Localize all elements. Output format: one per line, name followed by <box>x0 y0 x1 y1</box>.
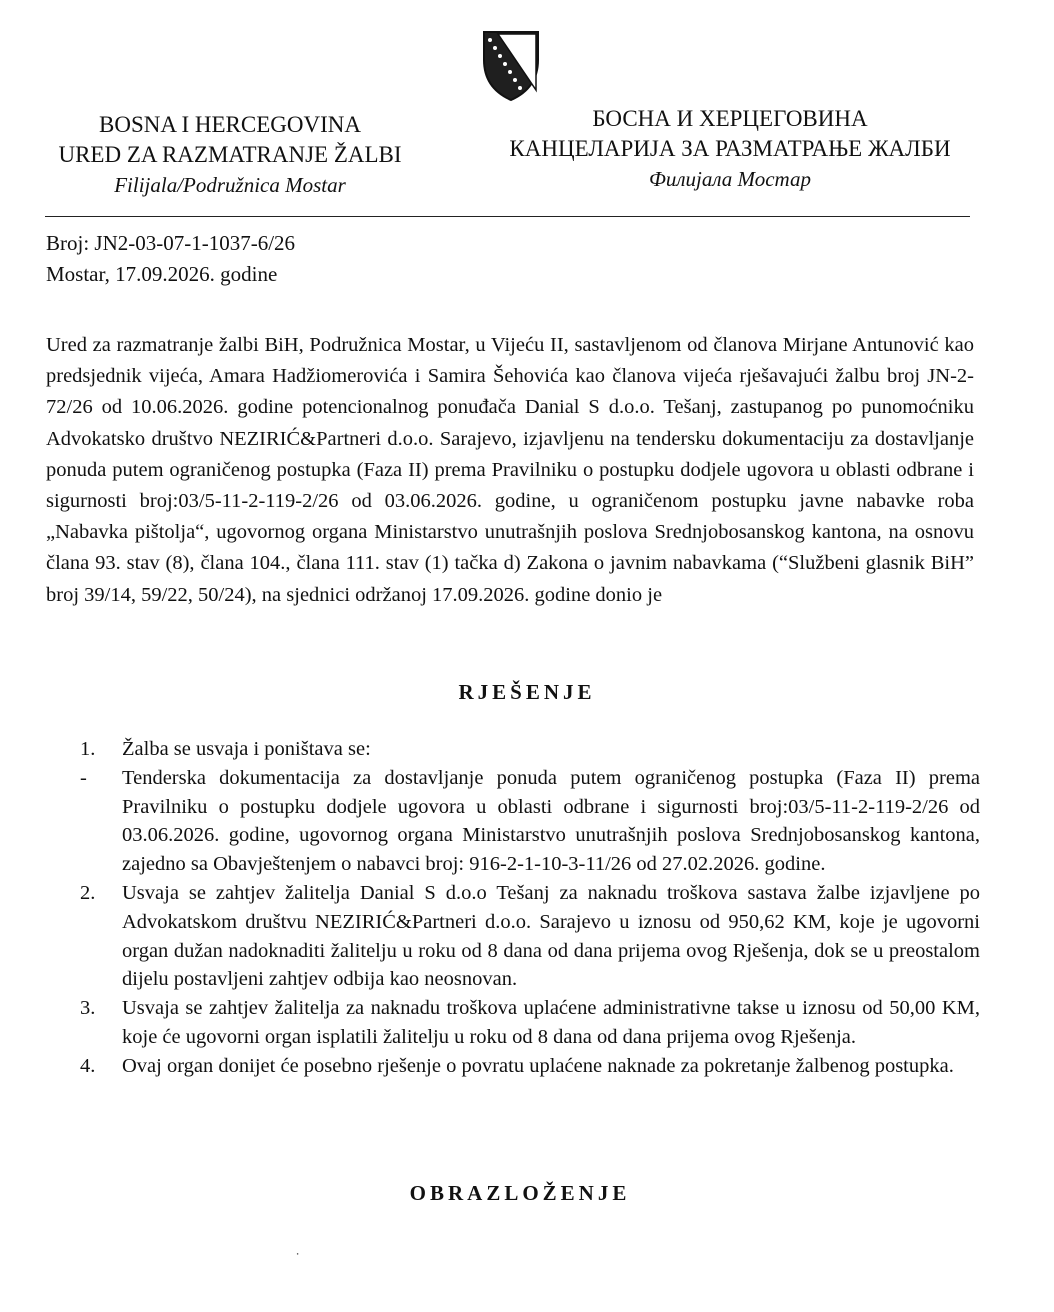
item-number: 2. <box>80 881 96 904</box>
item-text: Ovaj organ donijet će posebno rješenje o povratu uplaćene naknade za pokretanje žalbenog postupka. <box>122 1054 954 1077</box>
coat-of-arms-icon <box>481 30 541 102</box>
country-name-cyrillic: БОСНА И ХЕРЦЕГОВИНА <box>592 106 868 131</box>
decision-item <box>80 879 980 994</box>
item-text: Usvaja se zahtjev žalitelja za naknadu troškova uplaćene administrativne takse u iznosu od 50,00 KM, koje će ugovorni organ isplatili žalitelju u roku od 8 dana od dana prijema ovog Rješenja. <box>122 997 980 1048</box>
header-cyrillic <box>480 104 980 194</box>
decision-item <box>80 1052 980 1081</box>
branch-name-latin: Filijala/Podružnica Mostar <box>114 173 346 197</box>
header-latin <box>30 110 430 200</box>
branch-name-cyrillic: Филијала Мостар <box>649 167 811 191</box>
item-number: - <box>80 766 87 789</box>
item-text: Žalba se usvaja i poništava se: <box>122 738 371 760</box>
document-meta <box>46 228 295 290</box>
office-name-latin: URED ZA RAZMATRANJE ŽALBI <box>58 142 402 167</box>
item-text: Tenderska dokumentacija za dostavljanje ponuda putem ograničenog postupka (Faza II) prema Pravilniku o postupku dodjele ugovora u oblasti odbrane i sigurnosti broj:03/5-11-2-119-2/26 od 03.06.2026. godine, ugovornog organa Ministarstvo unutrašnjih poslova Srednjobosanskog kantona, zajedno sa Obavještenjem o nabavci broj: 916-2-1-10-3-11/26 od 27.02.2026. godine. <box>122 766 980 876</box>
place-and-date: Mostar, 17.09.2026. godine <box>46 262 278 286</box>
header-divider <box>45 216 970 217</box>
item-number: 3. <box>80 997 96 1020</box>
decision-item <box>80 764 980 879</box>
scan-speck: ⸱ <box>296 1247 300 1261</box>
decision-items <box>80 735 980 1081</box>
decision-item <box>80 994 980 1052</box>
item-number: 1. <box>80 738 96 760</box>
country-name-latin: BOSNA I HERCEGOVINA <box>99 112 361 137</box>
reasoning-heading: OBRAZLOŽENJE <box>409 1181 631 1205</box>
intro-paragraph: Ured za razmatranje žalbi BiH, Podružnica Mostar, u Vijeću II, sastavljenom od članova Mirjane Antunović kao predsjednik vijeća, Amara Hadžiomerovića i Samira Šehovića kao članova vijeća rješavajući žalbu broj JN-2-72/26 od 10.06.2026. godine potencionalnog ponuđača Danial S d.o.o. Tešanj, zastupanog po punomoćniku Advokatsko društvo NEZIRIĆ&Partneri d.o.o. Sarajevo, izjavljenu na tendersku dokumentaciju za dostavljanje ponuda putem ograničenog postupka (Faza II) prema Pravilniku o postupku dodjele ugovora u oblasti odbrane i sigurnosti broj:03/5-11-2-119-2/26 od 03.06.2026. godine, u ograničenom postupku javne nabavke roba „Nabavka pištolja“, ugovornog organa Ministarstvo unutrašnjih poslova Srednjobosanskog kantona, na osnovu člana 93. stav (8), člana 104., člana 111. stav (1) tačka d) Zakona o javnim nabavkama (“Službeni glasnik BiH” broj 39/14, 59/22, 50/24), na sjednici održanoj 17.09.2026. godine donio je <box>46 334 974 606</box>
item-number: 4. <box>80 1054 96 1077</box>
decision-item <box>80 735 980 764</box>
decision-heading: RJEŠENJE <box>458 680 596 704</box>
item-text: Usvaja se zahtjev žalitelja Danial S d.o.o Tešanj za naknadu troškova sastava žalbe izjavljene po Advokatskom društvu NEZIRIĆ&Partneri d.o.o. Sarajevo u iznosu od 950,62 KM, koje je ugovorni organ dužan nadoknaditi žalitelju u roku od 8 dana od dana prijema ovog Rješenja, dok se u preostalom dijelu postavljeni zahtjev odbija kao neosnovan. <box>122 881 980 991</box>
office-name-cyrillic: КАНЦЕЛАРИЈА ЗА РАЗМАТРАЊЕ ЖАЛБИ <box>509 136 951 161</box>
document-number: Broj: JN2-03-07-1-1037-6/26 <box>46 231 296 255</box>
